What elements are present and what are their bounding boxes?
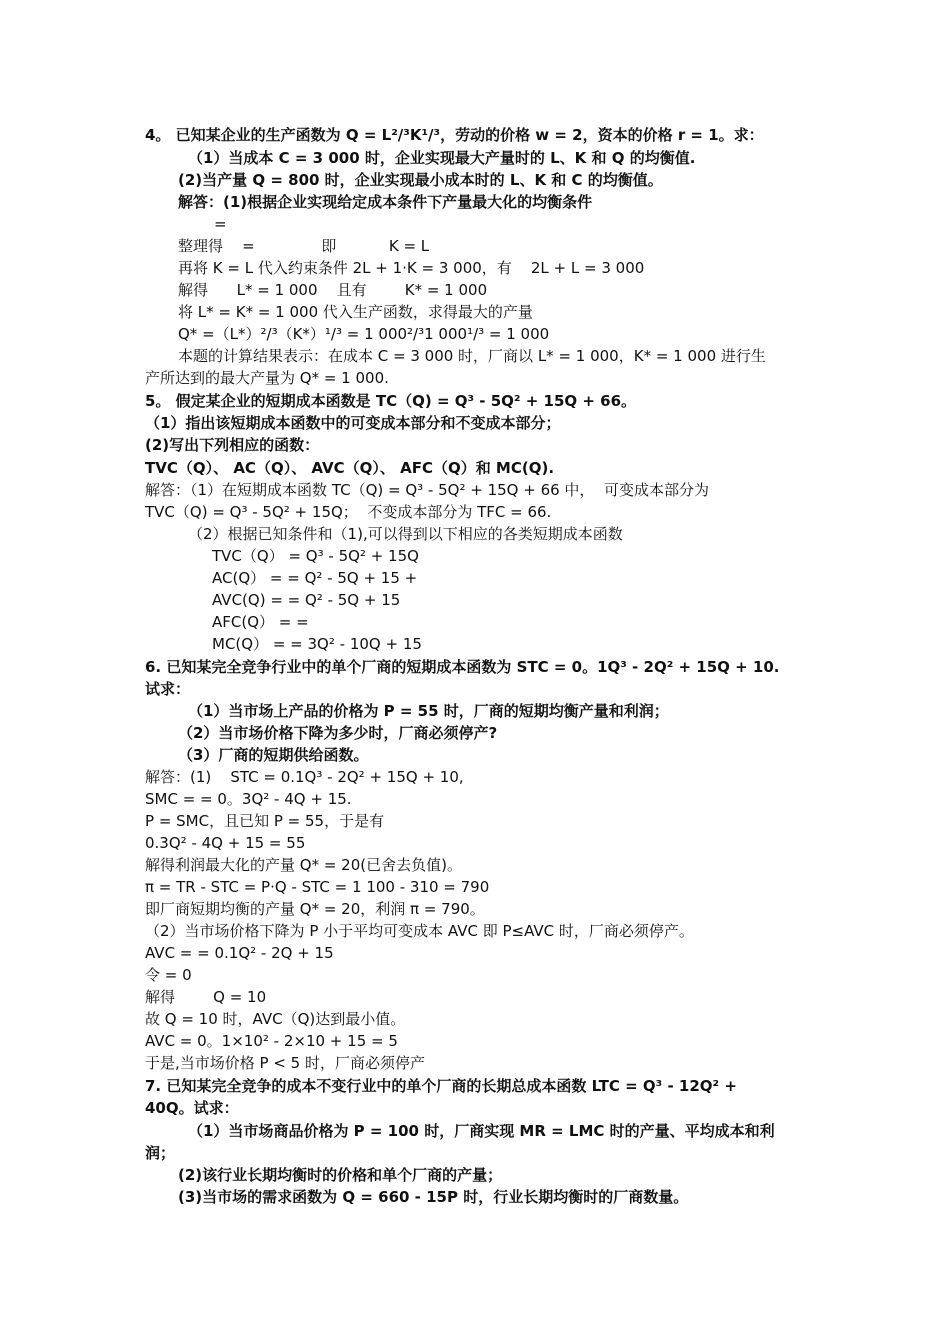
text-line-44: 7. 已知某完全竞争的成本不变行业中的单个厂商的长期总成本函数 LTC = Q³ - 12Q² +: [145, 1077, 737, 1095]
text-line-28: （2）当市场价格下降为多少时，厂商必须停产?: [178, 724, 498, 742]
text-line-6: 整理得 = 即 K = L: [178, 237, 430, 255]
text-line-39: 令 = 0: [145, 966, 192, 984]
text-line-4: 解答：(1)根据企业实现给定成本条件下产量最大化的均衡条件: [178, 193, 593, 211]
text-line-1: 4。 已知某企业的生产函数为 Q = L²/³K¹/³，劳动的价格 w = 2，资本的价格 r = 1。求：: [145, 126, 764, 144]
text-line-43: 于是,当市场价格 P < 5 时，厂商必须停产: [145, 1054, 425, 1072]
text-line-31: SMC = = 0。3Q² - 4Q + 15.: [145, 790, 352, 808]
text-line-17: 解答：（1）在短期成本函数 TC（Q) = Q³ - 5Q² + 15Q + 66 中， 可变成本部分为: [145, 481, 709, 499]
text-line-32: P = SMC，且已知 P = 55，于是有: [145, 812, 385, 830]
text-line-42: AVC = 0。1×10² - 2×10 + 15 = 5: [145, 1032, 398, 1050]
text-line-27: （1）当市场上产品的价格为 P = 55 时，厂商的短期均衡产量和利润；: [188, 702, 669, 720]
text-line-11: 本题的计算结果表示：在成本 C = 3 000 时，厂商以 L* = 1 000，K* = 1 000 进行生: [178, 347, 766, 365]
text-line-5: =: [214, 215, 227, 233]
text-line-21: AC(Q） = = Q² - 5Q + 15 +: [212, 569, 418, 587]
text-line-3: (2)当产量 Q = 800 时，企业实现最小成本时的 L、K 和 C 的均衡值。: [178, 171, 663, 189]
text-line-33: 0.3Q² - 4Q + 15 = 55: [145, 834, 306, 852]
text-line-34: 解得利润最大化的产量 Q* = 20(已舍去负值)。: [145, 856, 462, 874]
text-line-16: TVC（Q）、 AC（Q）、 AVC（Q）、 AFC（Q）和 MC(Q).: [145, 459, 555, 477]
text-line-19: （2）根据已知条件和（1),可以得到以下相应的各类短期成本函数: [188, 525, 623, 543]
text-line-45: 40Q。试求：: [145, 1099, 239, 1117]
text-line-18: TVC（Q) = Q³ - 5Q² + 15Q； 不变成本部分为 TFC = 66.: [145, 503, 552, 521]
text-line-46: （1）当市场商品价格为 P = 100 时，厂商实现 MR = LMC 时的产量、平均成本和利: [188, 1122, 775, 1140]
text-line-38: AVC = = 0.1Q² - 2Q + 15: [145, 944, 334, 962]
text-line-7: 再将 K = L 代入约束条件 2L + 1·K = 3 000，有 2L + L = 3 000: [178, 259, 645, 277]
text-line-41: 故 Q = 10 时，AVC（Q)达到最小值。: [145, 1010, 406, 1028]
text-line-8: 解得 L* = 1 000 且有 K* = 1 000: [178, 281, 488, 299]
text-line-14: （1）指出该短期成本函数中的可变成本部分和不变成本部分；: [145, 414, 561, 432]
text-line-24: MC(Q） = = 3Q² - 10Q + 15: [212, 635, 422, 653]
text-line-2: （1）当成本 C = 3 000 时，企业实现最大产量时的 L、K 和 Q 的均衡值.: [188, 149, 696, 167]
text-line-29: （3）厂商的短期供给函数。: [178, 746, 369, 764]
text-line-47: 润；: [145, 1144, 176, 1162]
text-line-37: （2）当市场价格下降为 P 小于平均可变成本 AVC 即 P≤AVC 时，厂商必须停产。: [145, 922, 694, 940]
text-line-23: AFC(Q） = =: [212, 613, 309, 631]
text-line-20: TVC（Q） = Q³ - 5Q² + 15Q: [212, 547, 419, 565]
text-line-36: 即厂商短期均衡的产量 Q* = 20，利润 π = 790。: [145, 900, 485, 918]
text-line-9: 将 L* = K* = 1 000 代入生产函数，求得最大的产量: [178, 303, 533, 321]
text-line-35: π = TR - STC = P·Q - STC = 1 100 - 310 = 790: [145, 878, 490, 896]
text-line-25: 6. 已知某完全竞争行业中的单个厂商的短期成本函数为 STC = 0。1Q³ - 2Q² + 15Q + 10.: [145, 658, 780, 676]
text-line-13: 5。 假定某企业的短期成本函数是 TC（Q) = Q³ - 5Q² + 15Q + 66。: [145, 392, 637, 410]
text-line-15: (2)写出下列相应的函数：: [145, 436, 320, 454]
text-line-22: AVC(Q) = = Q² - 5Q + 15: [212, 591, 401, 609]
text-line-10: Q* =（L*）²/³（K*）¹/³ = 1 000²/³1 000¹/³ = 1 000: [178, 325, 550, 343]
text-line-49: (3)当市场的需求函数为 Q = 660 - 15P 时，行业长期均衡时的厂商数量。: [178, 1188, 689, 1206]
text-line-26: 试求：: [145, 680, 191, 698]
text-line-12: 产所达到的最大产量为 Q* = 1 000.: [145, 369, 389, 387]
text-line-48: (2)该行业长期均衡时的价格和单个厂商的产量；: [178, 1166, 503, 1184]
text-line-30: 解答：(1) STC = 0.1Q³ - 2Q² + 15Q + 10,: [145, 768, 464, 786]
text-line-40: 解得 Q = 10: [145, 988, 267, 1006]
